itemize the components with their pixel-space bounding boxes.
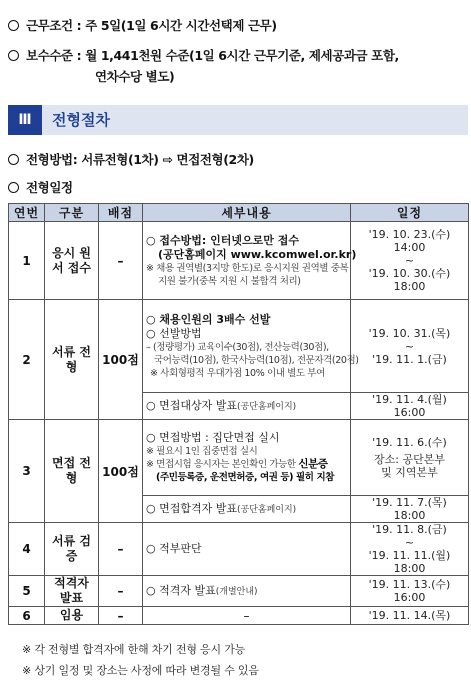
table-row — [9, 576, 469, 607]
row-date: '19. 10. 31.(목) ~ '19. 11. 1.(금) — [351, 300, 469, 393]
header-date: 일정 — [351, 204, 469, 222]
circle-bullet-icon — [8, 182, 19, 193]
row-score: 100점 — [99, 300, 143, 420]
row-detail: ○ 면접방법 : 집단면접 실시 ※ 필요시 1인 집중면접 실시 ※ 면접시험 응시자는 본인확인 가능한 신분증 (주민등록증, 운전면허증, 여권 등) 필히 지참 — [143, 420, 351, 496]
section-title: 전형절차 — [52, 111, 110, 129]
row-detail: ○ 접수방법: 인터넷으로만 접수 (공단홈페이지 www.kcomwel.or.kr) ※ 채용 권역별(3지망 한도)로 응시지원 권역별 중복 지원 불가(중복 지원 시 불합격 처리) — [143, 222, 351, 300]
row-stage: 임용 — [45, 607, 99, 625]
row-no: 2 — [9, 300, 45, 420]
table-row — [9, 607, 469, 625]
row-score: 100점 — [99, 420, 143, 523]
row-date: '19. 10. 23.(수) 14:00 ~ '19. 10. 30.(수) 18:00 — [351, 222, 469, 300]
table-row — [9, 300, 469, 393]
row-score: – — [99, 523, 143, 576]
row-no: 4 — [9, 523, 45, 576]
row-stage: 응시 원서 접수 — [45, 222, 99, 300]
row-no: 3 — [9, 420, 45, 523]
row-no: 6 — [9, 607, 45, 625]
row-subdetail: ○ 면접합격자 발표(공단홈페이지) — [143, 496, 351, 523]
row-no: 1 — [9, 222, 45, 300]
table-row — [9, 222, 469, 300]
row-stage: 면접 전형 — [45, 420, 99, 523]
row-subdate: '19. 11. 7.(목) 18:00 — [351, 496, 469, 523]
row-date: '19. 11. 6.(수) 장소: 공단본부 및 지역본부 — [351, 420, 469, 496]
header-score: 배점 — [99, 204, 143, 222]
row-no: 5 — [9, 576, 45, 607]
row-stage: 서류 전형 — [45, 300, 99, 420]
schedule-table — [8, 203, 469, 625]
table-row — [9, 523, 469, 576]
pay-condition-line1: 보수수준 : 월 1,441천원 수준(1일 6시간 근무기준, 제세공과금 포함, — [8, 46, 399, 64]
header-detail: 세부내용 — [143, 204, 351, 222]
footnote-1: ※ 각 전형별 합격자에 한해 차기 전형 응시 가능 — [22, 643, 246, 656]
row-date: '19. 11. 13.(수) 16:00 — [351, 576, 469, 607]
header-no: 연번 — [9, 204, 45, 222]
row-subdetail: ○ 면접대상자 발표(공단홈페이지) — [143, 393, 351, 420]
selection-method: 전형방법: 서류전형(1차) ⇨ 면접전형(2차) — [8, 150, 254, 168]
row-score: – — [99, 222, 143, 300]
header-stage: 구분 — [45, 204, 99, 222]
pay-condition-line2: 연차수당 별도) — [95, 69, 175, 84]
row-detail: ○ 적격자 발표(개별안내) — [143, 576, 351, 607]
circle-bullet-icon — [8, 20, 19, 31]
row-detail: – — [143, 607, 351, 625]
row-subdate: '19. 11. 4.(월) 16:00 — [351, 393, 469, 420]
row-detail: ○ 적부판단 — [143, 523, 351, 576]
section-number: Ⅲ — [8, 105, 42, 135]
work-condition: 근무조건 : 주 5일(1일 6시간 시간선택제 근무) — [8, 16, 277, 34]
row-score: – — [99, 607, 143, 625]
row-score: – — [99, 576, 143, 607]
circle-bullet-icon — [8, 50, 19, 61]
row-date: '19. 11. 14.(목) — [351, 607, 469, 625]
schedule-title: 전형일정 — [8, 178, 73, 196]
section-header — [8, 105, 468, 135]
table-row — [9, 420, 469, 496]
row-date: '19. 11. 8.(금) ~ '19. 11. 11.(월) 18:00 — [351, 523, 469, 576]
row-stage: 적격자 발표 — [45, 576, 99, 607]
row-stage: 서류 검증 — [45, 523, 99, 576]
circle-bullet-icon — [8, 154, 19, 165]
row-detail: ○ 채용인원의 3배수 선발 ○ 선발방법 – (정량평가) 교육이수(30점), 전산능력(30점), 국어능력(10점), 한국사능력(10점), 전문자격(20점) ※ 사회형평적 우대가점 10% 이내 별도 부여 — [143, 300, 351, 393]
footnote-2: ※ 상기 일정 및 장소는 사정에 따라 변경될 수 있음 — [22, 664, 259, 677]
table-header-row — [9, 204, 469, 222]
